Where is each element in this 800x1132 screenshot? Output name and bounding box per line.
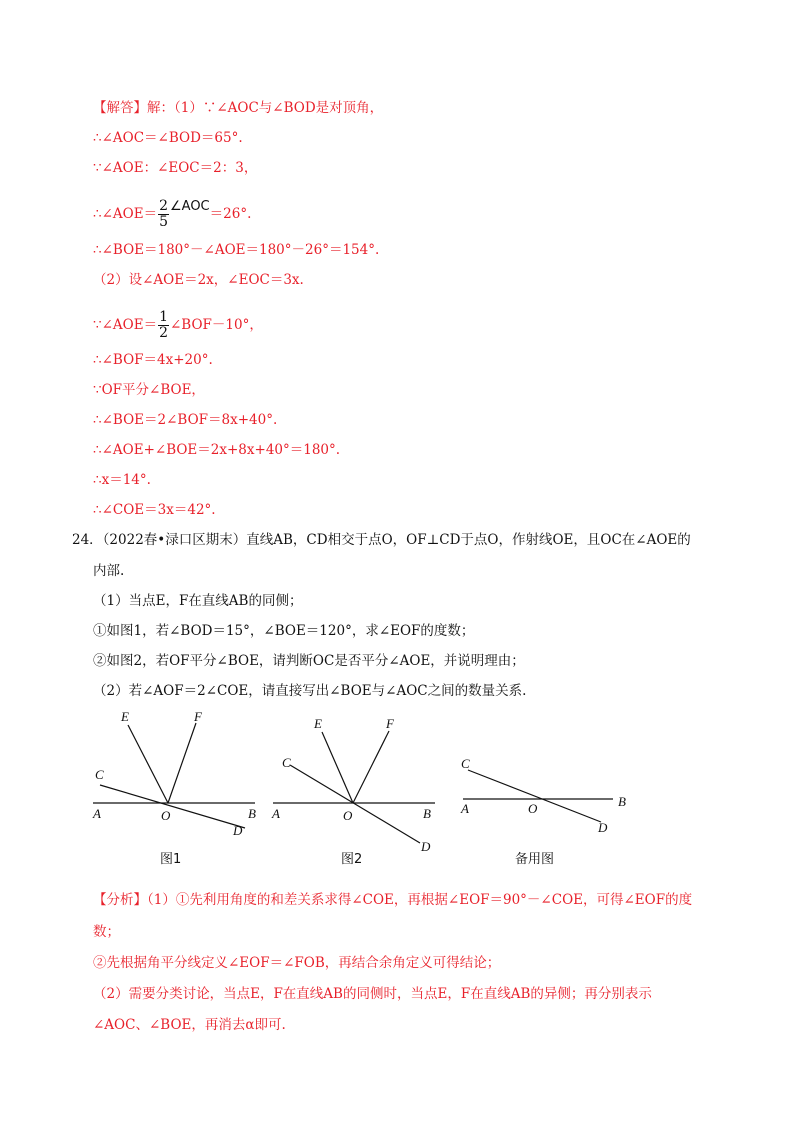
question-line-2: 内部.	[93, 563, 125, 579]
fraction-two-fifths	[158, 199, 169, 230]
question-line-1: 24．（2022春•渌口区期末）直线AB，CD相交于点O，OF⊥CD于点O，作射线OE，且OC在∠AOE的	[72, 532, 691, 548]
solution-line-7-prefix: ∵∠AOE＝	[93, 317, 158, 333]
solution-line-9: ∵OF平分∠BOE，	[93, 382, 205, 398]
solution-line-13: ∴∠COE＝3x＝42°.	[93, 502, 216, 518]
solution-line-4-angle: ∠AOC	[170, 199, 210, 214]
question-line-5: ②如图2，若OF平分∠BOE，请判断OC是否平分∠AOE，并说明理由；	[93, 653, 525, 669]
figure-3-caption: 备用图	[515, 852, 555, 867]
figure-1	[92, 709, 256, 838]
fraction-numerator: 1	[159, 309, 168, 325]
analysis-line-4: （2）需要分类讨论，当点E，F在直线AB的同侧时，当点E，F在直线AB的异侧；再分别表示	[93, 986, 652, 1002]
fig2-label-e: E	[314, 716, 322, 731]
fig2-label-o: O	[343, 808, 353, 823]
analysis-line-3: ②先根据角平分线定义∠EOF＝∠FOB，再结合余角定义可得结论；	[93, 955, 501, 971]
fig1-label-f: F	[194, 709, 202, 724]
fraction-one-half	[158, 310, 169, 341]
figure-1-caption: 图1	[160, 852, 182, 867]
fig1-label-e: E	[121, 709, 129, 724]
fraction-denominator: 2	[159, 325, 168, 341]
fraction-numerator: 2	[159, 198, 168, 214]
solution-line-11: ∴∠AOE+∠BOE＝2x+8x+40°＝180°.	[93, 442, 341, 458]
analysis-line-5: ∠AOC、∠BOE，再消去α即可.	[93, 1017, 286, 1033]
solution-line-4	[93, 190, 251, 231]
fig1-label-a: A	[93, 806, 101, 821]
fig3-label-d: D	[598, 820, 608, 835]
fig3-label-c: C	[461, 756, 470, 771]
fig1-label-o: O	[161, 808, 171, 823]
solution-line-2: ∴∠AOC＝∠BOD＝65°.	[93, 130, 243, 146]
solution-line-8: ∴∠BOF＝4x+20°.	[93, 352, 213, 368]
solution-line-3: ∵∠AOE：∠EOC＝2：3，	[93, 160, 258, 176]
analysis-line-1: 【分析】（1）①先利用角度的和差关系求得∠COE，再根据∠EOF＝90°－∠COE，可得∠EOF的度	[93, 892, 693, 908]
fig2-label-c: C	[282, 755, 291, 770]
fig3-label-o: O	[528, 801, 538, 816]
solution-line-4-suffix: ＝26°.	[209, 206, 252, 222]
solution-line-7-suffix: ∠BOF－10°，	[170, 317, 263, 333]
fig3-label-b: B	[618, 794, 626, 809]
question-line-3: （1）当点E，F在直线AB的同侧；	[93, 593, 303, 609]
analysis-line-2: 数；	[93, 924, 120, 940]
fig1-label-b: B	[248, 806, 256, 821]
solution-line-1: 【解答】解：（1）∵∠AOC与∠BOD是对顶角，	[93, 100, 384, 116]
question-line-4: ①如图1，若∠BOD＝15°，∠BOE＝120°，求∠EOF的度数；	[93, 623, 475, 639]
solution-line-12: ∴x＝14°.	[93, 472, 151, 488]
fig1-label-c: C	[95, 767, 104, 782]
fig3-label-a: A	[461, 801, 469, 816]
solution-line-4-prefix: ∴∠AOE＝	[93, 206, 158, 222]
solution-line-6: （2）设∠AOE＝2x，∠EOC＝3x.	[93, 272, 304, 288]
fig2-label-a: A	[272, 806, 280, 821]
solution-line-7	[93, 308, 263, 342]
fig2-label-b: B	[423, 806, 431, 821]
figure-2-caption: 图2	[341, 852, 363, 867]
figure-2	[271, 716, 435, 854]
solution-line-10: ∴∠BOE＝2∠BOF＝8x+40°.	[93, 412, 278, 428]
figure-3	[460, 756, 626, 835]
fig1-label-d: D	[233, 823, 243, 838]
fig2-label-f: F	[386, 716, 394, 731]
question-line-6: （2）若∠AOF＝2∠COE，请直接写出∠BOE与∠AOC之间的数量关系.	[93, 683, 527, 699]
fig2-label-d: D	[421, 839, 431, 854]
fraction-denominator: 5	[159, 214, 168, 230]
solution-line-5: ∴∠BOE＝180°－∠AOE＝180°－26°＝154°.	[93, 242, 380, 258]
